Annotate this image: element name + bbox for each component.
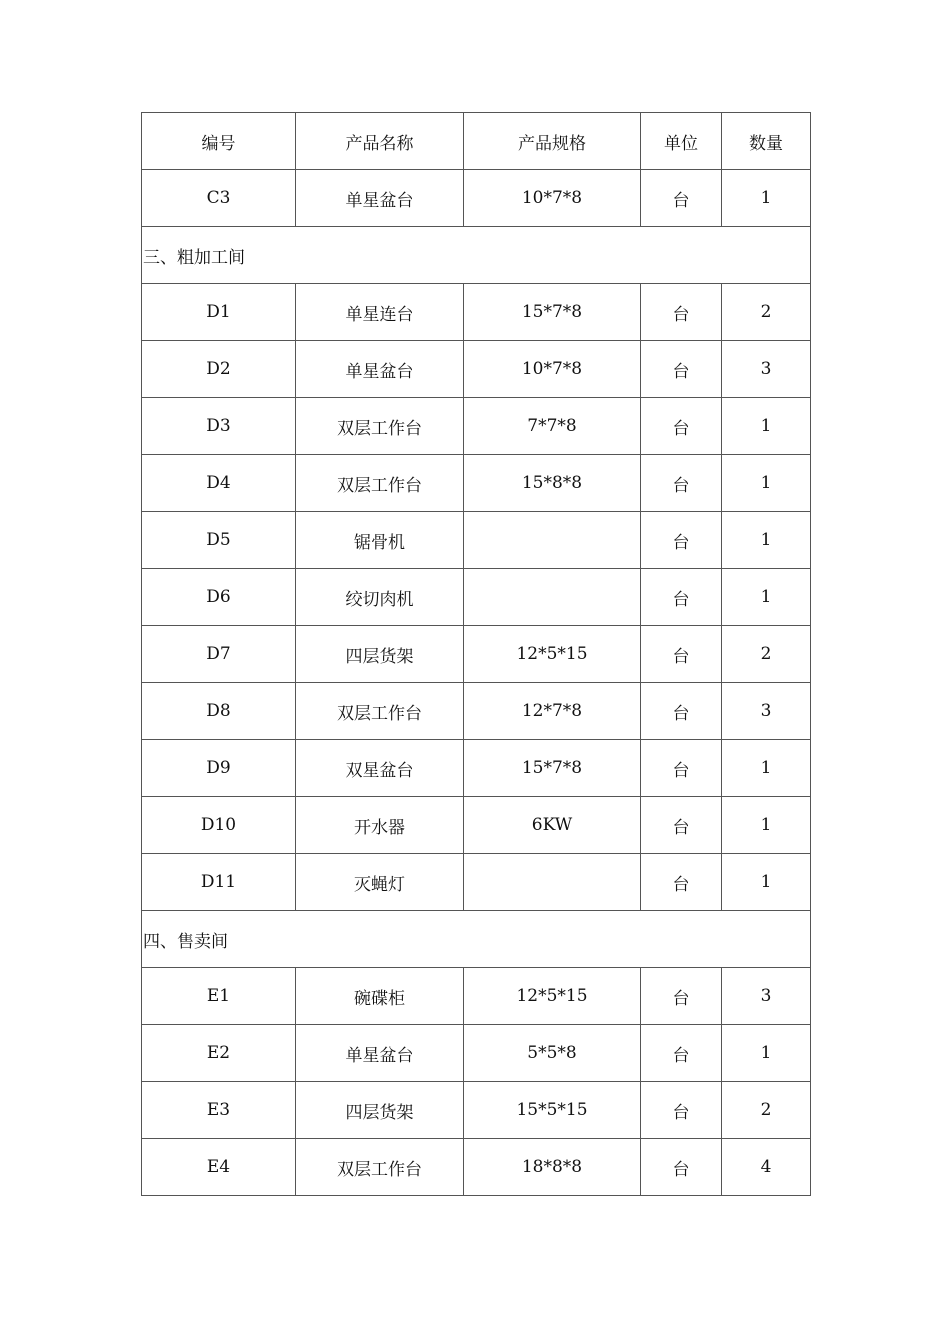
header-unit: 单位 [641,113,722,170]
cell-code: D10 [142,797,296,854]
cell-code: D1 [142,284,296,341]
table-header-row [142,113,811,170]
cell-qty: 1 [722,170,811,227]
cell-code: D5 [142,512,296,569]
header-name: 产品名称 [296,113,464,170]
table-row [142,854,811,911]
cell-spec: 15*5*15 [464,1082,641,1139]
cell-code: D4 [142,455,296,512]
cell-name: 双层工作台 [296,455,464,512]
cell-spec: 12*7*8 [464,683,641,740]
cell-spec: 12*5*15 [464,968,641,1025]
cell-code: D11 [142,854,296,911]
table-row [142,1082,811,1139]
cell-qty: 1 [722,1025,811,1082]
cell-unit: 台 [641,1082,722,1139]
cell-qty: 1 [722,398,811,455]
header-spec: 产品规格 [464,113,641,170]
cell-spec: 5*5*8 [464,1025,641,1082]
cell-code: D6 [142,569,296,626]
table-row [142,683,811,740]
equipment-table [141,112,811,1196]
cell-name: 碗碟柜 [296,968,464,1025]
cell-name: 双星盆台 [296,740,464,797]
table-row [142,1025,811,1082]
cell-code: E2 [142,1025,296,1082]
cell-qty: 2 [722,1082,811,1139]
cell-qty: 3 [722,341,811,398]
cell-name: 双层工作台 [296,683,464,740]
table-row [142,1139,811,1196]
table-row [142,512,811,569]
cell-qty: 1 [722,797,811,854]
cell-name: 绞切肉机 [296,569,464,626]
cell-unit: 台 [641,341,722,398]
cell-name: 双层工作台 [296,398,464,455]
cell-spec: 10*7*8 [464,341,641,398]
cell-unit: 台 [641,854,722,911]
table-row [142,968,811,1025]
cell-name: 四层货架 [296,626,464,683]
cell-spec [464,569,641,626]
cell-qty: 1 [722,512,811,569]
table-row [142,398,811,455]
table-row [142,569,811,626]
cell-code: C3 [142,170,296,227]
cell-spec: 15*8*8 [464,455,641,512]
cell-unit: 台 [641,626,722,683]
cell-unit: 台 [641,170,722,227]
cell-code: E3 [142,1082,296,1139]
cell-spec: 7*7*8 [464,398,641,455]
section-label: 三、粗加工间 [142,227,811,284]
table-row [142,341,811,398]
cell-unit: 台 [641,968,722,1025]
cell-unit: 台 [641,512,722,569]
cell-unit: 台 [641,740,722,797]
cell-spec: 15*7*8 [464,740,641,797]
cell-spec: 6KW [464,797,641,854]
table-row [142,740,811,797]
cell-unit: 台 [641,1025,722,1082]
cell-qty: 1 [722,854,811,911]
cell-qty: 2 [722,284,811,341]
cell-spec [464,854,641,911]
cell-name: 锯骨机 [296,512,464,569]
cell-unit: 台 [641,797,722,854]
cell-code: D2 [142,341,296,398]
cell-qty: 1 [722,569,811,626]
cell-name: 开水器 [296,797,464,854]
table-body [142,113,811,1196]
cell-code: D3 [142,398,296,455]
cell-unit: 台 [641,398,722,455]
cell-spec: 15*7*8 [464,284,641,341]
section-row [142,227,811,284]
cell-name: 单星盆台 [296,170,464,227]
table-row [142,455,811,512]
cell-name: 单星连台 [296,284,464,341]
cell-unit: 台 [641,683,722,740]
cell-qty: 2 [722,626,811,683]
cell-unit: 台 [641,1139,722,1196]
cell-name: 单星盆台 [296,1025,464,1082]
header-code: 编号 [142,113,296,170]
cell-qty: 3 [722,968,811,1025]
cell-unit: 台 [641,455,722,512]
table-row [142,170,811,227]
section-label: 四、售卖间 [142,911,811,968]
cell-name: 双层工作台 [296,1139,464,1196]
table-row [142,626,811,683]
cell-code: D8 [142,683,296,740]
cell-code: E4 [142,1139,296,1196]
cell-qty: 1 [722,455,811,512]
cell-unit: 台 [641,284,722,341]
header-qty: 数量 [722,113,811,170]
cell-name: 灭蝇灯 [296,854,464,911]
cell-qty: 3 [722,683,811,740]
cell-qty: 1 [722,740,811,797]
cell-code: D7 [142,626,296,683]
cell-qty: 4 [722,1139,811,1196]
cell-spec [464,512,641,569]
cell-spec: 12*5*15 [464,626,641,683]
table-row [142,797,811,854]
cell-spec: 10*7*8 [464,170,641,227]
cell-code: E1 [142,968,296,1025]
table-row [142,284,811,341]
cell-spec: 18*8*8 [464,1139,641,1196]
cell-code: D9 [142,740,296,797]
section-row [142,911,811,968]
cell-name: 四层货架 [296,1082,464,1139]
cell-name: 单星盆台 [296,341,464,398]
cell-unit: 台 [641,569,722,626]
